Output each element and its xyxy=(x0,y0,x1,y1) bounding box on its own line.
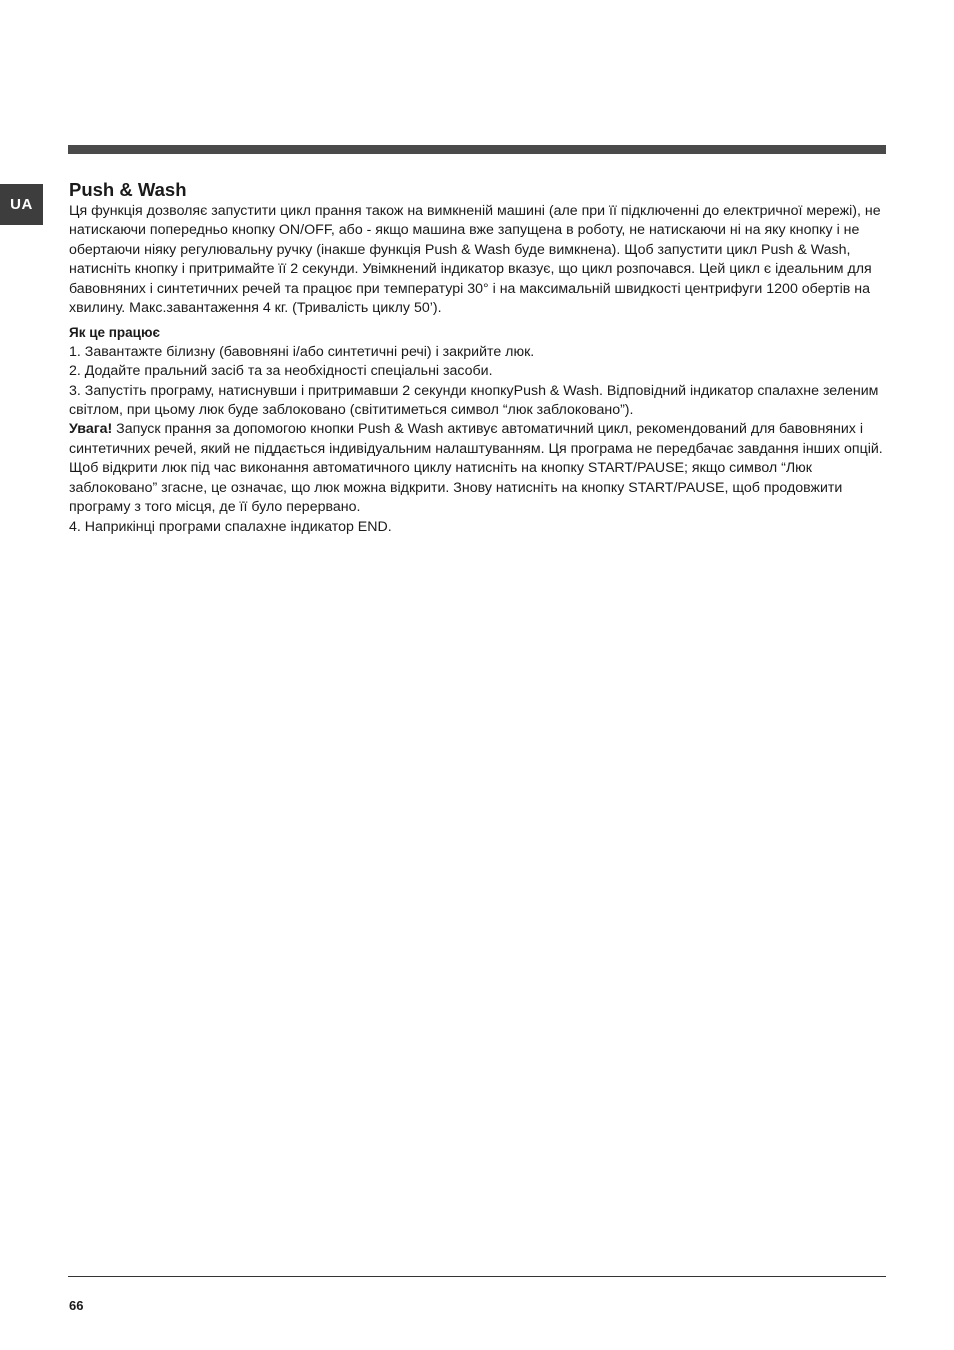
push-wash-section xyxy=(69,179,887,537)
step-1: 1. Завантажте білизну (бавовняні і/або синтетичні речі) і закрийте люк. xyxy=(69,343,535,360)
page-number: 66 xyxy=(69,1298,84,1313)
language-tab xyxy=(0,184,43,225)
section-title: Push & Wash xyxy=(69,179,187,200)
step-4: 4. Наприкінці програми спалахне індикатор END. xyxy=(69,518,392,535)
how-it-works-heading: Як це працює xyxy=(69,325,160,341)
door-note: Щоб відкрити люк під час виконання автоматичного циклу натисніть на кнопку START/PAUSE; якщо символ “Люк заблоковано” згасне, це означає, що люк можна відкрити. Знову натисніть на кнопку START/PAUSE, щоб продовжити програму з того місця, де її було перервано. xyxy=(69,460,843,516)
language-tab-label: UA xyxy=(10,196,33,213)
warning-paragraph xyxy=(69,420,887,459)
header-rule xyxy=(68,145,886,154)
warning-label: Увага! xyxy=(69,421,113,438)
step-3: 3. Запустіть програму, натиснувши і притримавши 2 секунди кнопкуPush & Wash. Відповідний індикатор спалахне зеленим світлом, при цьому люк буде заблоковано (світитиметься символ “люк заблоковано”). xyxy=(69,382,879,419)
warning-text: Запуск прання за допомогою кнопки Push & Wash активує автоматичний цикл, рекомендований для бавовняних і синтетичних речей, який не піддається індивідуальним налаштуванням. Ця програма не передбачає завдання інших опцій. xyxy=(69,421,883,457)
footer-rule xyxy=(68,1276,886,1277)
step-2: 2. Додайте пральний засіб та за необхідності спеціальні засоби. xyxy=(69,363,493,380)
intro-paragraph: Ця функція дозволяє запустити цикл прання також на вимкненій машині (але при її підключенні до електричної мережі), не натискаючи попередньо кнопку ON/OFF, або - якщо машина вже запущена в роботу, не натискаючи ні на яку кнопку і не обертаючи ніяку регулювальну ручку (інакше функція Push & Wash буде вимкнена). Щоб запустити цикл Push & Wash, натисніть кнопку і притримайте її 2 секунди. Увімкнений індикатор вказує, що цикл розпочався. Цей цикл є ідеальним для бавовняних і синтетичних речей та працює при температурі 30° і на максимальній швидкості центрифуги 1200 обертів на хвилину. Макс.завантаження 4 кг. (Тривалість циклу 50’). xyxy=(69,203,881,317)
